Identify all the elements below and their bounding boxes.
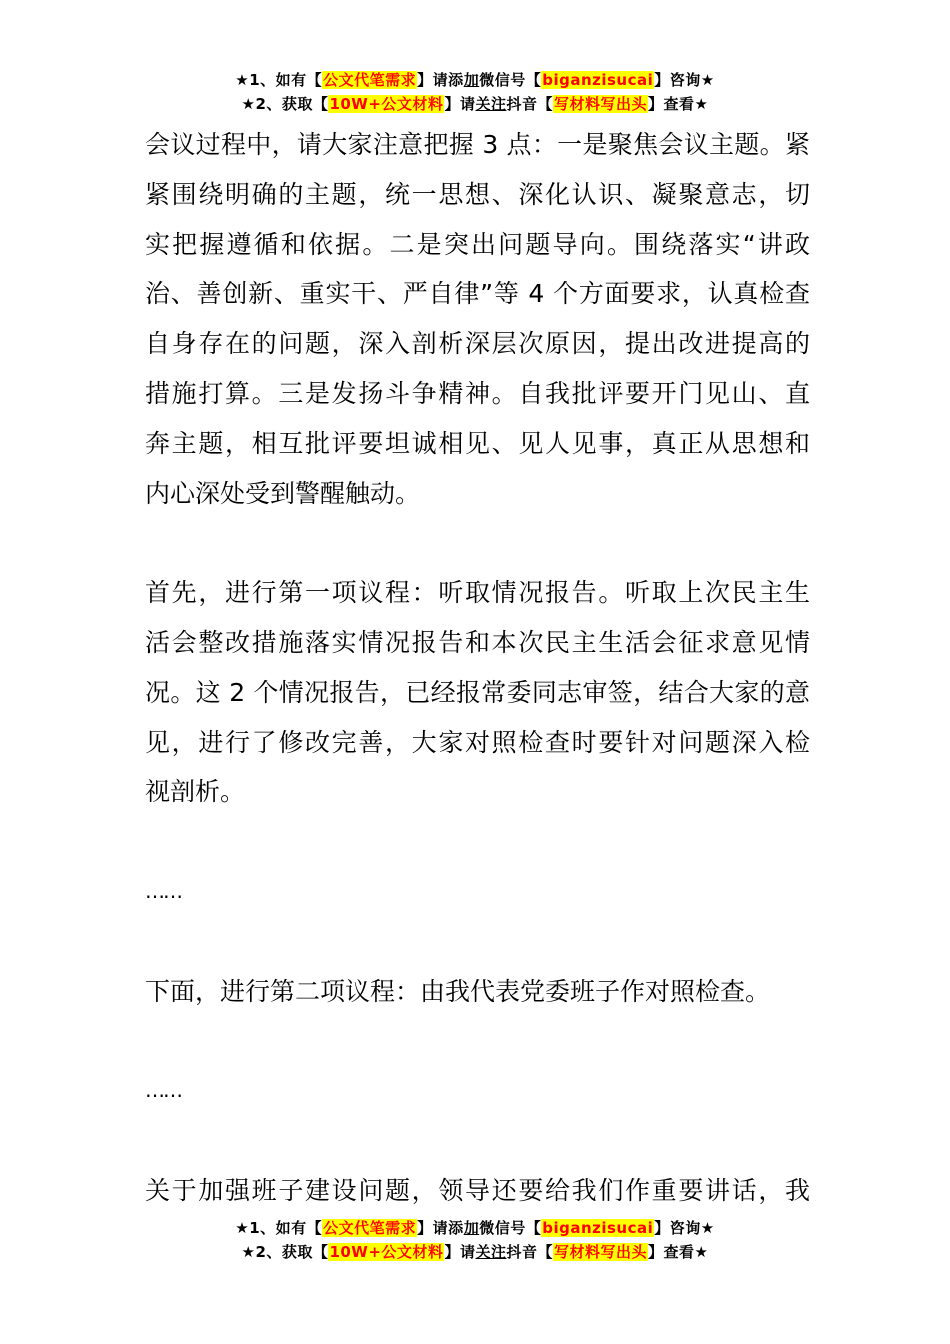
ellipsis-text: …… (145, 878, 181, 903)
banner-text: 微信号【 (479, 71, 542, 89)
paragraph-meeting-process (145, 120, 810, 518)
paragraph-line: 治、善创新、重实干、严自律”等 4 个方面要求，认真检查 (145, 279, 810, 309)
banner-highlight-wechat-id: biganzisucai (542, 1219, 654, 1237)
banner-text: 】查看★ (648, 1243, 709, 1261)
banner-underlined-text: 关注 (475, 95, 507, 113)
banner-text: 】请添 (417, 1219, 464, 1237)
banner-underlined-text: 关注 (475, 1243, 507, 1261)
banner-text: ★1、如有【 (235, 71, 323, 89)
banner-text: 抖音【 (506, 1243, 553, 1261)
banner-highlight-douyin-id: 写材料写出头 (553, 1243, 647, 1261)
banner-text: 】请 (444, 1243, 476, 1261)
paragraph-agenda-one (145, 568, 810, 817)
ellipsis-2 (145, 1066, 810, 1116)
footer-banner-line-2 (0, 1240, 950, 1264)
paragraph-line: 活会整改措施落实情况报告和本次民主生活会征求意见情 (145, 627, 810, 657)
paragraph-line: 自身存在的问题，深入剖析深层次原因，提出改进提高的 (145, 329, 810, 359)
banner-underlined-text: 加 (463, 71, 480, 89)
banner-text: 】咨询★ (654, 1219, 715, 1237)
paragraph-line: 实把握遵循和依据。二是突出问题导向。围绕落实“讲政 (145, 229, 810, 259)
banner-text: 】请添 (417, 71, 464, 89)
paragraph-line: 况。这 2 个情况报告，已经报常委同志审签，结合大家的意 (145, 677, 810, 707)
header-banner (0, 68, 950, 116)
banner-highlight: 10W+公文材料 (329, 1243, 444, 1261)
banner-highlight: 公文代笔需求 (323, 71, 417, 89)
paragraph-line: 下面，进行第二项议程：由我代表党委班子作对照检查。 (145, 976, 771, 1006)
document-body (145, 120, 810, 1265)
paragraph-agenda-two (145, 967, 810, 1017)
banner-text: 】咨询★ (654, 71, 715, 89)
paragraph-line: 视剖析。 (145, 777, 246, 807)
banner-text: 微信号【 (479, 1219, 542, 1237)
ellipsis-text: …… (145, 1078, 181, 1103)
header-banner-line-1 (0, 68, 950, 92)
paragraph-line: 内心深处受到警醒触动。 (145, 478, 421, 508)
banner-underlined-text: 加 (463, 1219, 480, 1237)
banner-highlight: 10W+公文材料 (329, 95, 444, 113)
footer-banner (0, 1216, 950, 1264)
paragraph-team-building (145, 1166, 810, 1216)
banner-text: ★2、获取【 (241, 1243, 329, 1261)
banner-highlight: 公文代笔需求 (323, 1219, 417, 1237)
paragraph-line: 关于加强班子建设问题，领导还要给我们作重要讲话，我 (145, 1175, 810, 1205)
paragraph-line: 奔主题，相互批评要坦诚相见、见人见事，真正从思想和 (145, 428, 810, 458)
banner-text: 】查看★ (648, 95, 709, 113)
paragraph-line: 见，进行了修改完善，大家对照检查时要针对问题深入检 (145, 727, 810, 757)
paragraph-line: 紧围绕明确的主题，统一思想、深化认识、凝聚意志，切 (145, 179, 810, 209)
paragraph-line: 措施打算。三是发扬斗争精神。自我批评要开门见山、直 (145, 378, 810, 408)
footer-banner-line-1 (0, 1216, 950, 1240)
banner-text: ★2、获取【 (241, 95, 329, 113)
banner-highlight-wechat-id: biganzisucai (542, 71, 654, 89)
ellipsis-1 (145, 867, 810, 917)
paragraph-line: 会议过程中，请大家注意把握 3 点：一是聚焦会议主题。紧 (145, 130, 810, 159)
banner-text: 抖音【 (506, 95, 553, 113)
paragraph-line: 首先，进行第一项议程：听取情况报告。听取上次民主生 (145, 578, 810, 608)
header-banner-line-2 (0, 92, 950, 116)
banner-highlight-douyin-id: 写材料写出头 (553, 95, 647, 113)
banner-text: 】请 (444, 95, 476, 113)
banner-text: ★1、如有【 (235, 1219, 323, 1237)
